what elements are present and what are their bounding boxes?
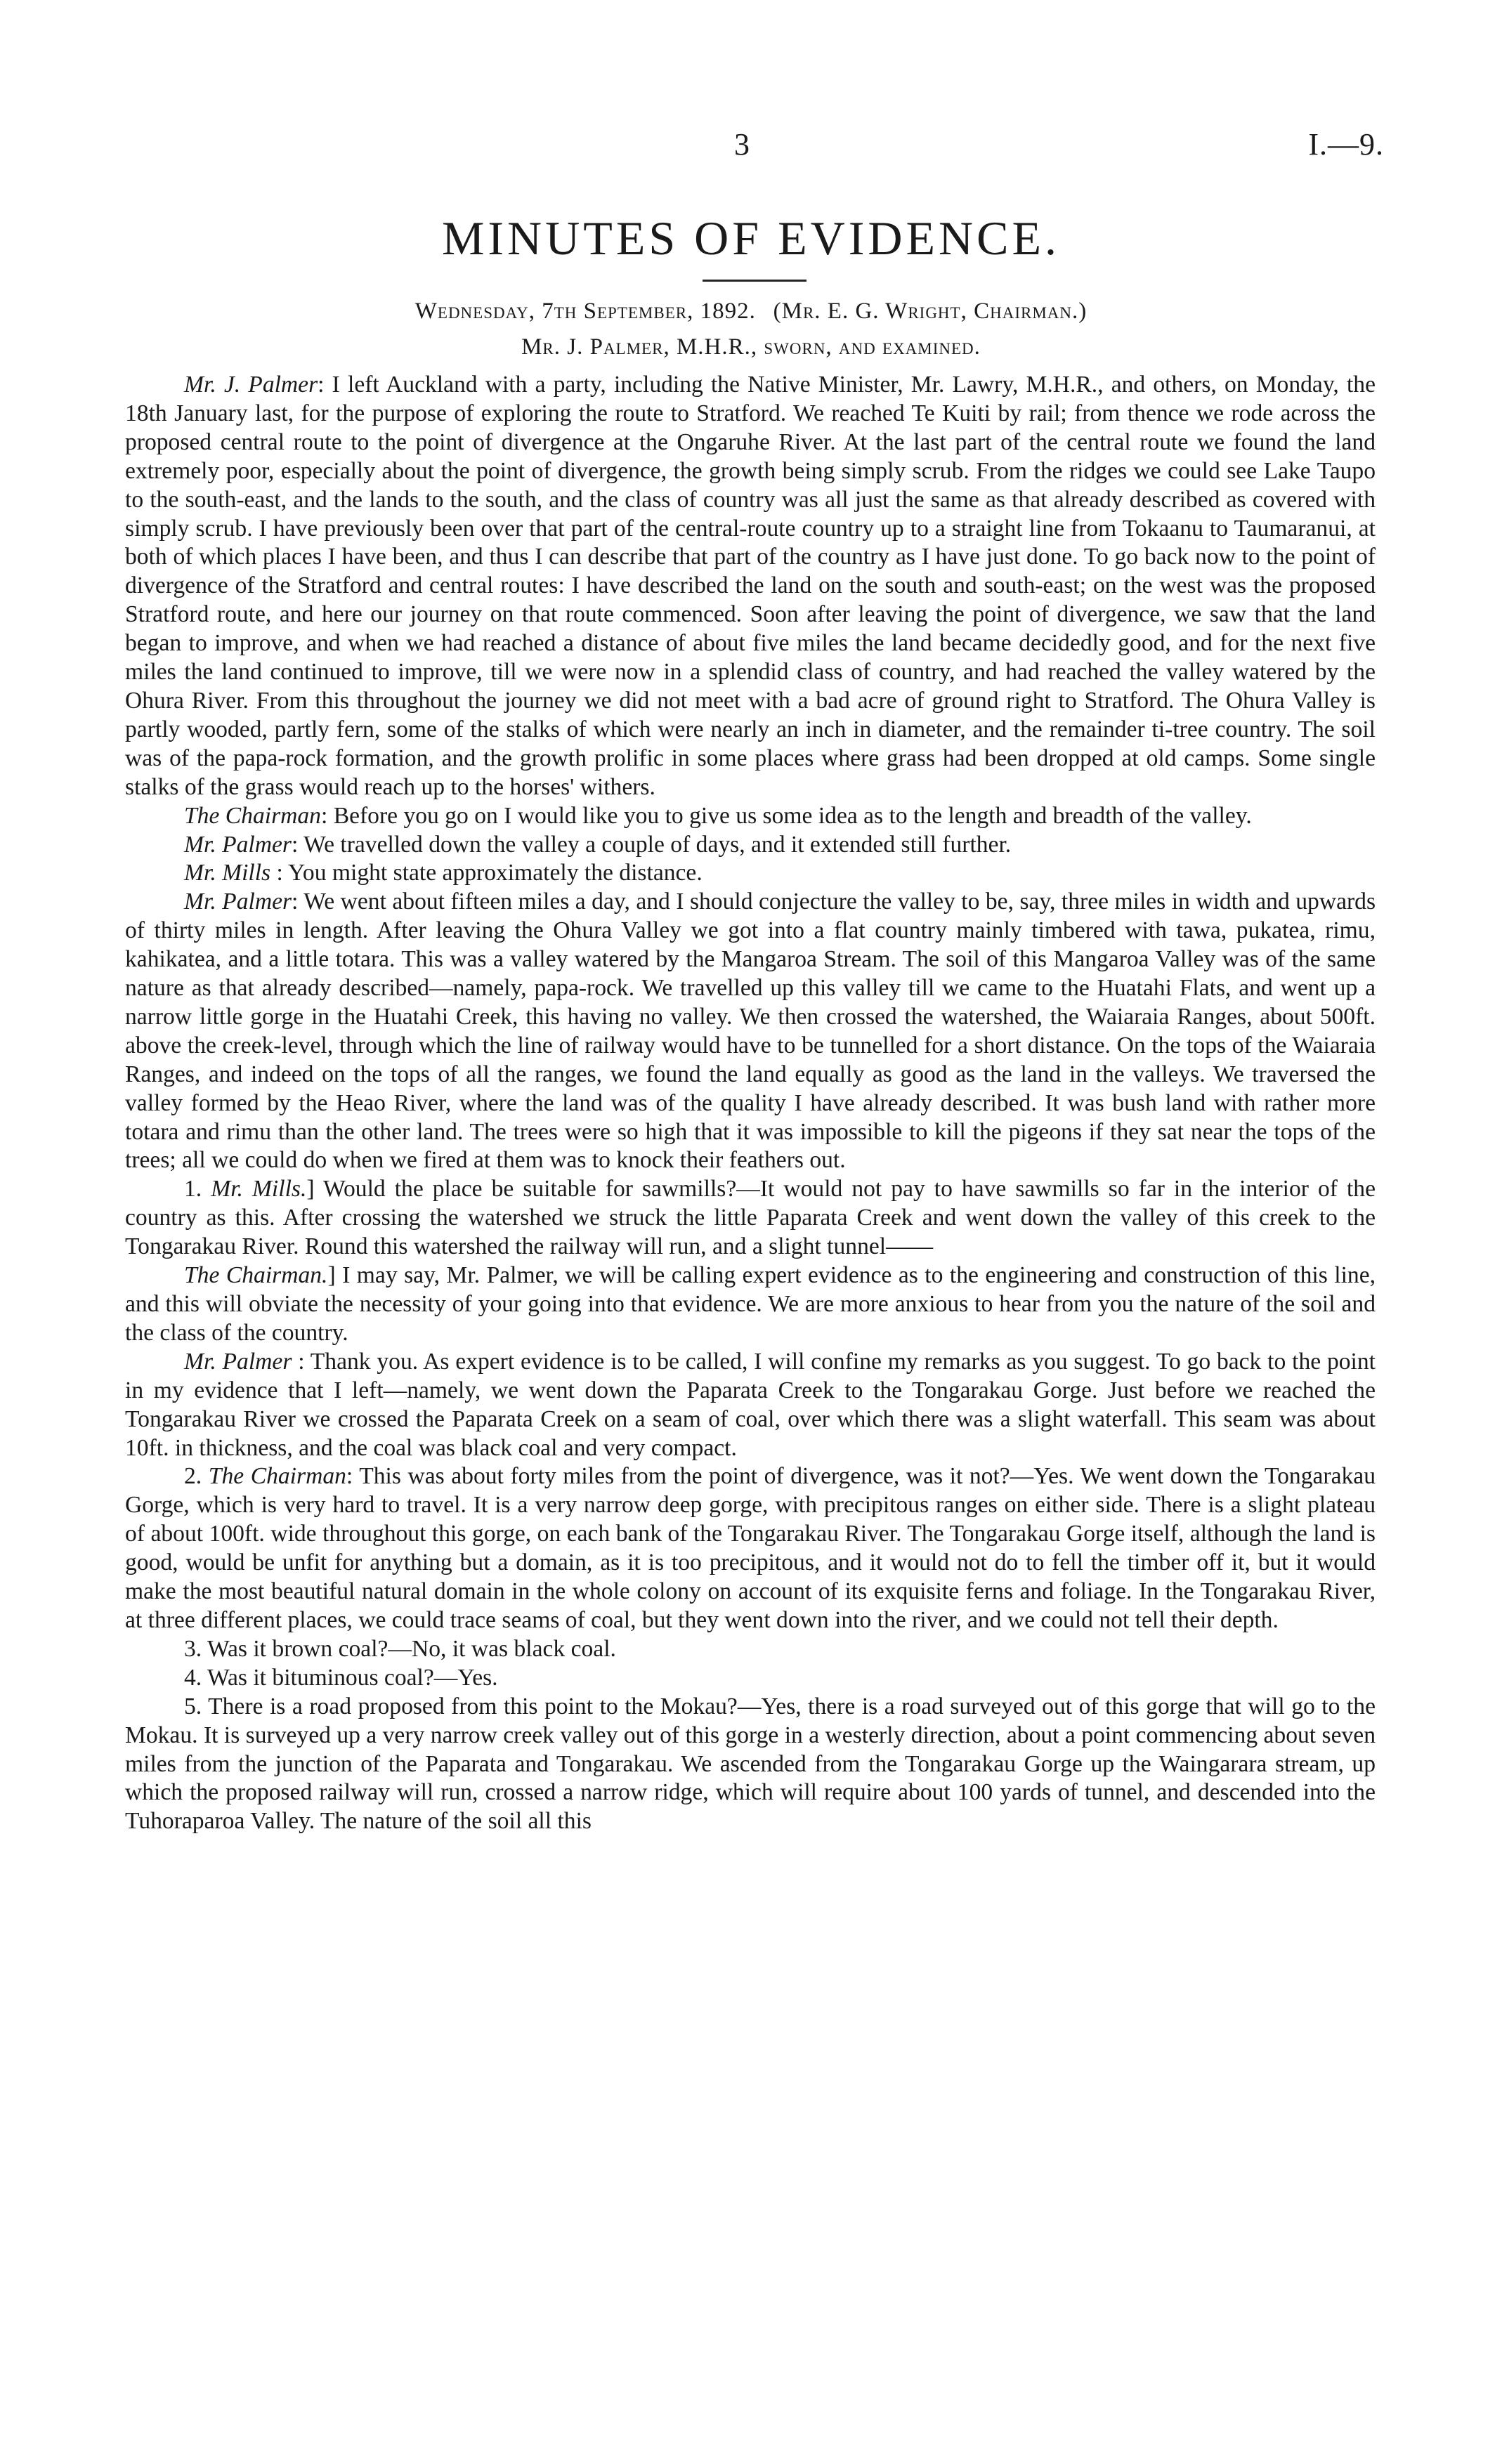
speaker-name: Mr. Mills.: [211, 1176, 307, 1202]
evidence-paragraph: 3. Was it brown coal?—No, it was black coal.: [184, 1635, 616, 1662]
speaker-name: The Chairman.: [184, 1262, 328, 1289]
evidence-paragraph: Mr. J. Palmer: I left Auckland with a party, including the Native Minister, Mr. Lawry, M.H.R., and others, on Monday, the 18th January last, for the purpose of exploring the route to Stratford. We reached Te Kuiti by rail; from thence we rode across the proposed central route to the point of divergence at the Ongaruhe River. At the last part of the central route we found the land extremely poor, especially about the point of divergence, the growth being simply scrub. From the ridges we could see Lake Taupo to the south-east, and the lands to the south, and the class of country was all just the same as that already described as covered with simply scrub. I have previously been over that part of the central-route country up to a straight line from Tokaanu to Taumaranui, at both of which places I have been, and thus I can describe that part of the country as I have just done. To go back now to the point of divergence of the Stratford and central routes: I have described the land on the south and south-east; on the west was the proposed Stratford route, and here our journey on that route commenced. Soon after leaving the point of divergence, we saw that the land began to improve, and when we had reached a distance of about five miles the land became decidedly good, and for the next five miles the land continued to improve, till we were now in a splendid class of country, and had reached the valley watered by the Ohura River. From this throughout the journey we did not meet with a bad acre of ground right to Stratford. The Ohura Valley is partly wooded, partly fern, some of the stalks of which were nearly an inch in diameter, and the remainder ti-tree country. The soil was of the papa-rock formation, and the growth prolific in some places where grass had been dropped at old camps. Some single stalks of the grass would reach up to the horses' withers.: [125, 372, 1376, 800]
paper-reference: I.—9.: [1308, 127, 1384, 162]
evidence-paragraph: The Chairman: Before you go on I would like you to give us some idea as to the length and breadth of the valley.: [184, 802, 1252, 829]
speaker-name: Mr. Palmer: [184, 1348, 292, 1375]
paragraph-text: You might state approximately the distance.: [288, 860, 703, 886]
speaker-name: Mr. Palmer: [184, 889, 292, 915]
paragraph-text: Before you go on I would like you to give us some idea as to the length and breadth of the valley.: [333, 802, 1252, 829]
speaker-name: The Chairman: [208, 1463, 346, 1490]
evidence-paragraph: 2. The Chairman: This was about forty miles from the point of divergence, was it not?—Yes. We went down the Tongarakau Gorge, which is very hard to travel. It is a very narrow deep gorge, with precipitous ranges on either side. There is a slight plateau of about 100ft. wide throughout this gorge, on each bank of the Tongarakau River. The Tongarakau Gorge itself, although the land is good, would be unfit for anything but a domain, as it is too precipitous, and it would not do to fell the timber off it, but it would make the most beautiful natural domain in the whole colony on account of its exquisite ferns and foliage. In the Tongarakau River, at three different places, we could trace seams of coal, but they went down into the river, and we could not tell their depth.: [125, 1463, 1376, 1633]
speaker-name: The Chairman: [184, 802, 321, 829]
evidence-paragraph: 1. Mr. Mills.] Would the place be suitable for sawmills?—It would not pay to have sawmills so far in the interior of the country as this. After crossing the watershed we struck the little Paparata Creek and went down the valley of this creek to the Tongarakau River. Round this watershed the railway will run, and a slight tunnel——: [125, 1176, 1376, 1260]
page-number: 3: [734, 127, 750, 162]
meeting-chair: (Mr. E. G. Wright, Chairman.): [773, 299, 1088, 324]
document-title: MINUTES OF EVIDENCE.: [441, 211, 1061, 265]
paragraph-text: There is a road proposed from this point to the Mokau?—Yes, there is a road surveyed out of this gorge that will go to the Mokau. It is surveyed up a very narrow creek valley out of this gorge in a westerly direction, about a point commencing about seven miles from the junction of the Paparata and Tongarakau. We ascended from the Tongarakau Gorge up the Waingarara stream, up which the proposed railway will run, crossed a narrow ridge, which will require about 100 yards of tunnel, and descended into the Tuhoraparoa Valley. The nature of the soil all this: [125, 1693, 1376, 1835]
speaker-name: Mr. Mills: [184, 860, 271, 886]
paragraph-text: Thank you. As expert evidence is to be called, I will confine my remarks as you suggest. To go back to the point in my evidence that I left—namely, we went down the Paparata Creek to the Tongarakau Gorge. Just before we reached the Tongarakau River we crossed the Paparata Creek on a seam of coal, over which there was a slight waterfall. This seam was about 10ft. in thickness, and the coal was black coal and very compact.: [125, 1348, 1376, 1461]
evidence-paragraph: Mr. Palmer : Thank you. As expert evidence is to be called, I will confine my remarks as you suggest. To go back to the point in my evidence that I left—namely, we went down the Paparata Creek to the Tongarakau Gorge. Just before we reached the Tongarakau River we crossed the Paparata Creek on a seam of coal, over which there was a slight waterfall. This seam was about 10ft. in thickness, and the coal was black coal and very compact.: [125, 1348, 1376, 1461]
witness-line: Mr. J. Palmer, M.H.R., sworn, and examined.: [521, 334, 981, 360]
speaker-name: Mr. Palmer: [184, 831, 292, 858]
paragraph-text: I may say, Mr. Palmer, we will be calling expert evidence as to the engineering and construction of this line, and this will obviate the necessity of your going into that evidence. We are more anxious to hear from you the nature of the soil and the class of the country.: [125, 1262, 1376, 1346]
speaker-name: Mr. J. Palmer: [184, 372, 318, 398]
evidence-paragraph: 5. There is a road proposed from this point to the Mokau?—Yes, there is a road surveyed out of this gorge that will go to the Mokau. It is surveyed up a very narrow creek valley out of this gorge in a westerly direction, about a point commencing about seven miles from the junction of the Paparata and Tongarakau. We ascended from the Tongarakau Gorge up the Waingarara stream, up which the proposed railway will run, crossed a narrow ridge, which will require about 100 yards of tunnel, and descended into the Tuhoraparoa Valley. The nature of the soil all this: [125, 1693, 1376, 1835]
meeting-date: Wednesday, 7th September, 1892.: [414, 299, 756, 324]
paragraph-text: We travelled down the valley a couple of days, and it extended still further.: [303, 831, 1012, 858]
paragraph-text: Would the place be suitable for sawmills?—It would not pay to have sawmills so far in the interior of the country as this. After crossing the watershed we struck the little Paparata Creek and went down the valley of this creek to the Tongarakau River. Round this watershed the railway will run, and a slight tunnel——: [125, 1176, 1376, 1260]
evidence-paragraph: The Chairman.] I may say, Mr. Palmer, we will be calling expert evidence as to the engineering and construction of this line, and this will obviate the necessity of your going into that evidence. We are more anxious to hear from you the nature of the soil and the class of the country.: [125, 1262, 1376, 1346]
evidence-body: [125, 371, 1376, 1836]
paragraph-text: Was it bituminous coal?—Yes.: [207, 1664, 498, 1691]
title-divider: [703, 280, 806, 282]
paragraph-text: We went about fifteen miles a day, and I should conjecture the valley to be, say, three miles in width and upwards of thirty miles in length. After leaving the Ohura Valley we got into a flat country mainly timbered with tawa, pukatea, rimu, kahikatea, and a little totara. This was a valley watered by the Mangaroa Stream. The soil of this Mangaroa Valley was of the same nature as that already described—namely, papa-rock. We travelled up this valley till we came to the Huatahi Flats, and went up a narrow little gorge in the Huatahi Creek, this having no valley. We then crossed the watershed, the Waiaraia Ranges, about 500ft. above the creek-level, through which the line of railway would have to be tunnelled for a short distance. On the tops of the Waiaraia Ranges, and indeed on the tops of all the ranges, we found the land equally as good as the land in the valleys. We traversed the valley formed by the Heao River, where the land was of the quality I have already described. It was bush land with rather more totara and rimu than the other land. The trees were so high that it was impossible to kill the pigeons if they sat near the tops of the trees; all we could do when we fired at them was to knock their feathers out.: [125, 889, 1376, 1174]
evidence-paragraph: Mr. Palmer: We travelled down the valley a couple of days, and it extended still further.: [184, 831, 1012, 858]
paragraph-text: Was it brown coal?—No, it was black coal.: [207, 1635, 616, 1662]
evidence-paragraph: Mr. Mills : You might state approximately the distance.: [184, 860, 703, 886]
meeting-line: [0, 299, 1502, 325]
paragraph-text: I left Auckland with a party, including the Native Minister, Mr. Lawry, M.H.R., and others, on Monday, the 18th January last, for the purpose of exploring the route to Stratford. We reached Te Kuiti by rail; from thence we rode across the proposed central route to the point of divergence at the Ongaruhe River. At the last part of the central route we found the land extremely poor, especially about the point of divergence, the growth being simply scrub. From the ridges we could see Lake Taupo to the south-east, and the lands to the south, and the class of country was all just the same as that already described as covered with simply scrub. I have previously been over that part of the central-route country up to a straight line from Tokaanu to Taumaranui, at both of which places I have been, and thus I can describe that part of the country as I have just done. To go back now to the point of divergence of the Stratford and central routes: I have described the land on the south and south-east; on the west was the proposed Stratford route, and here our journey on that route commenced. Soon after leaving the point of divergence, we saw that the land began to improve, and when we had reached a distance of about five miles the land became decidedly good, and for the next five miles the land continued to improve, till we were now in a splendid class of country, and had reached the valley watered by the Ohura River. From this throughout the journey we did not meet with a bad acre of ground right to Stratford. The Ohura Valley is partly wooded, partly fern, some of the stalks of which were nearly an inch in diameter, and the remainder ti-tree country. The soil was of the papa-rock formation, and the growth prolific in some places where grass had been dropped at old camps. Some single stalks of the grass would reach up to the horses' withers.: [125, 372, 1376, 800]
evidence-paragraph: 4. Was it bituminous coal?—Yes.: [184, 1664, 498, 1691]
evidence-paragraph: Mr. Palmer: We went about fifteen miles a day, and I should conjecture the valley to be, say, three miles in width and upwards of thirty miles in length. After leaving the Ohura Valley we got into a flat country mainly timbered with tawa, pukatea, rimu, kahikatea, and a little totara. This was a valley watered by the Mangaroa Stream. The soil of this Mangaroa Valley was of the same nature as that already described—namely, papa-rock. We travelled up this valley till we came to the Huatahi Flats, and went up a narrow little gorge in the Huatahi Creek, this having no valley. We then crossed the watershed, the Waiaraia Ranges, about 500ft. above the creek-level, through which the line of railway would have to be tunnelled for a short distance. On the tops of the Waiaraia Ranges, and indeed on the tops of all the ranges, we found the land equally as good as the land in the valleys. We traversed the valley formed by the Heao River, where the land was of the quality I have already described. It was bush land with rather more totara and rimu than the other land. The trees were so high that it was impossible to kill the pigeons if they sat near the tops of the trees; all we could do when we fired at them was to knock their feathers out.: [125, 889, 1376, 1174]
paragraph-text: This was about forty miles from the point of divergence, was it not?—Yes. We went down the Tongarakau Gorge, which is very hard to travel. It is a very narrow deep gorge, with precipitous ranges on either side. There is a slight plateau of about 100ft. wide throughout this gorge, on each bank of the Tongarakau River. The Tongarakau Gorge itself, although the land is good, would be unfit for anything but a domain, as it is too precipitous, and it would not do to fell the timber off it, but it would make the most beautiful natural domain in the whole colony on account of its exquisite ferns and foliage. In the Tongarakau River, at three different places, we could trace seams of coal, but they went down into the river, and we could not tell their depth.: [125, 1463, 1376, 1633]
